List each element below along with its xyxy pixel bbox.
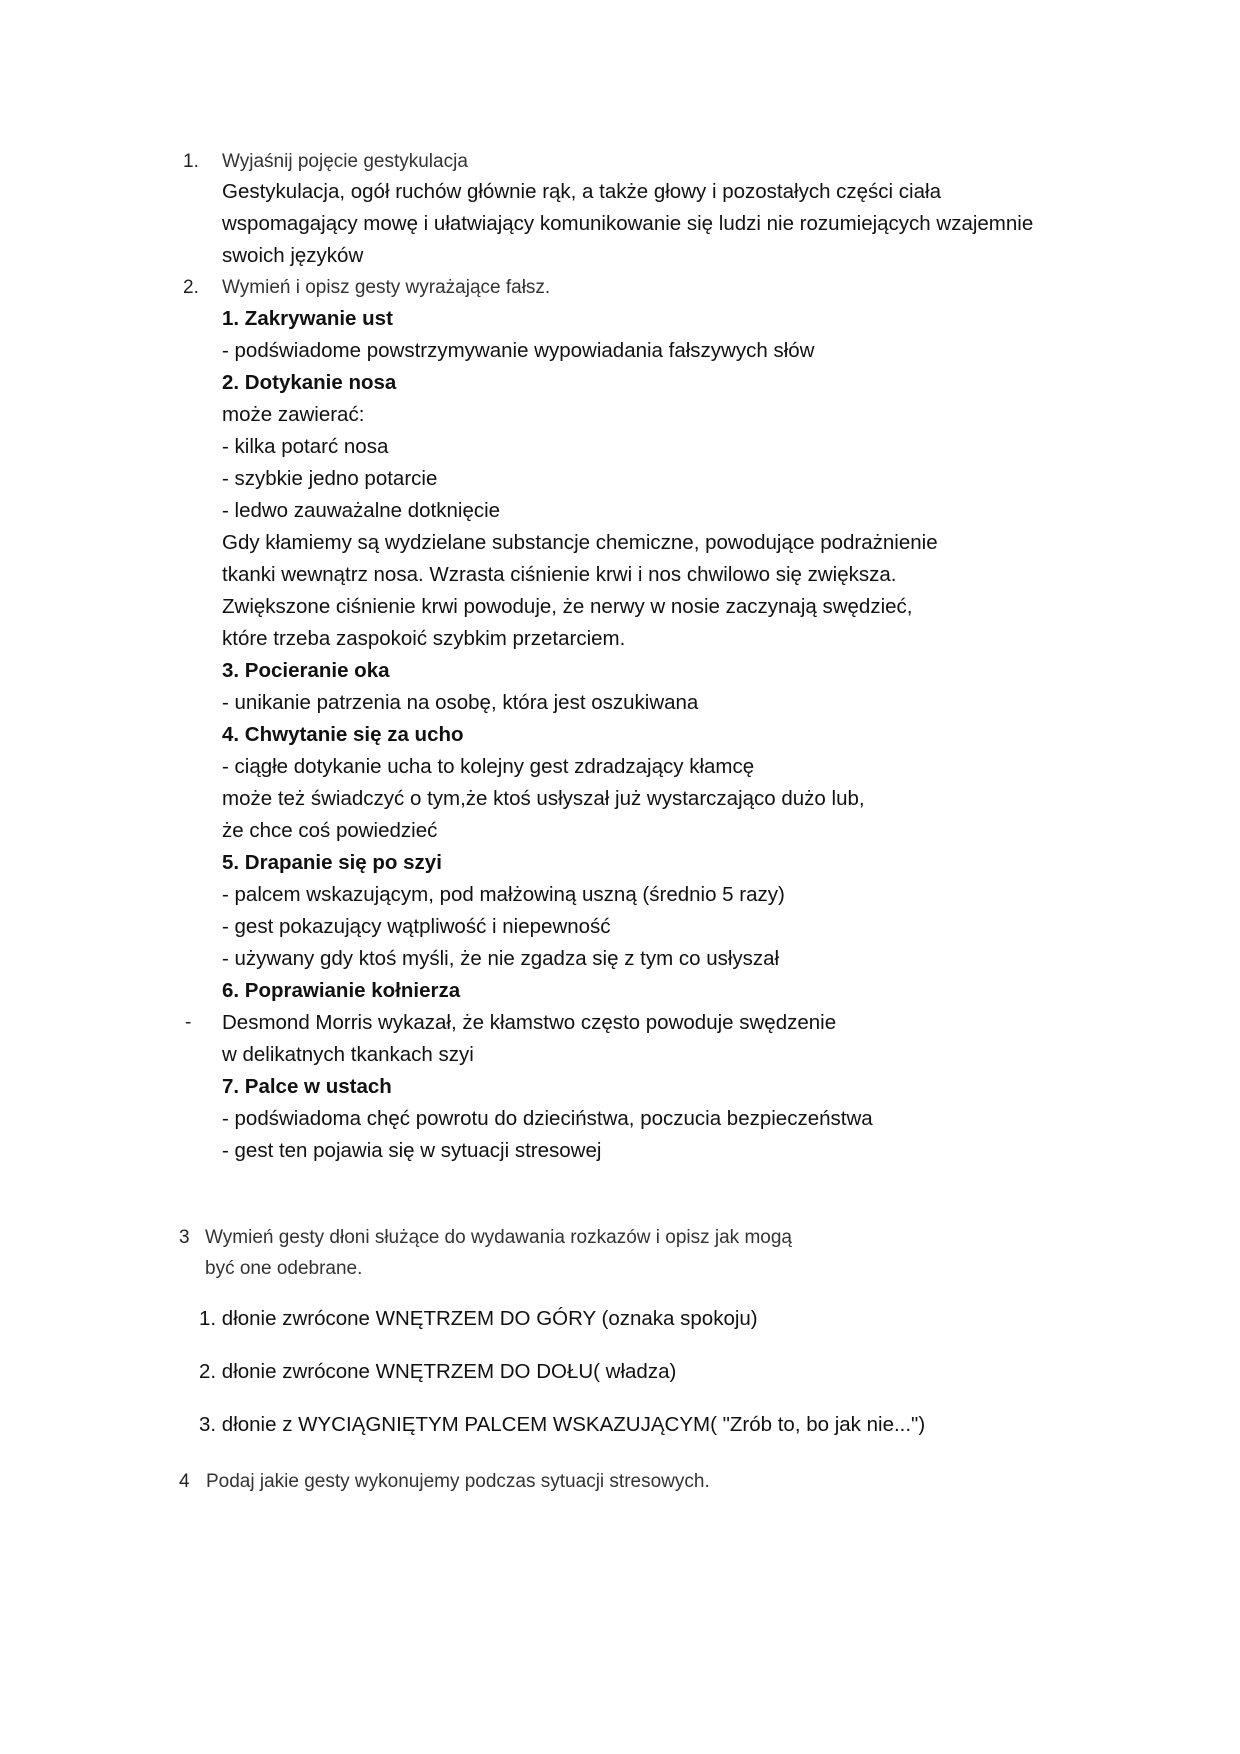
q2-number: 2. bbox=[183, 277, 199, 298]
gesture-description: - ledwo zauważalne dotknięcie bbox=[222, 499, 501, 522]
gesture-heading: 3. Pocieranie oka bbox=[222, 659, 390, 682]
q3-answer: 3. dłonie z WYCIĄGNIĘTYM PALCEM WSKAZUJĄCYM( "Zrób to, bo jak nie...") bbox=[199, 1413, 926, 1436]
gesture-description: może zawierać: bbox=[222, 403, 365, 426]
gesture-description: Gdy kłamiemy są wydzielane substancje chemiczne, powodujące podrażnienie bbox=[222, 531, 938, 554]
gesture-description: - unikanie patrzenia na osobę, która jest oszukiwana bbox=[222, 691, 699, 714]
gesture-description: Desmond Morris wykazał, że kłamstwo często powoduje swędzenie bbox=[222, 1011, 837, 1034]
q3-question: Wymień gesty dłoni służące do wydawania rozkazów i opisz jak mogą bbox=[205, 1227, 792, 1248]
gesture-heading: 1. Zakrywanie ust bbox=[222, 307, 393, 330]
gesture-heading: 2. Dotykanie nosa bbox=[222, 371, 397, 394]
gesture-description: że chce coś powiedzieć bbox=[222, 819, 438, 842]
q1-answer-line: Gestykulacja, ogół ruchów głównie rąk, a także głowy i pozostałych części ciała bbox=[222, 180, 941, 203]
gesture-description: może też świadczyć o tym,że ktoś usłyszał już wystarczająco dużo lub, bbox=[222, 787, 865, 810]
q3-question: być one odebrane. bbox=[205, 1258, 363, 1279]
gesture-description: które trzeba zaspokoić szybkim przetarciem. bbox=[222, 627, 626, 650]
gesture-description: - używany gdy ktoś myśli, że nie zgadza się z tym co usłyszał bbox=[222, 947, 780, 970]
gesture-description: - kilka potarć nosa bbox=[222, 435, 389, 458]
gesture-description: w delikatnych tkankach szyi bbox=[222, 1043, 474, 1066]
gesture-description: - gest pokazujący wątpliwość i niepewność bbox=[222, 915, 611, 938]
gesture-description: - podświadoma chęć powrotu do dzieciństwa, poczucia bezpieczeństwa bbox=[222, 1107, 873, 1130]
q3-answer: 1. dłonie zwrócone WNĘTRZEM DO GÓRY (oznaka spokoju) bbox=[199, 1307, 758, 1330]
gesture-description: Zwiększone ciśnienie krwi powoduje, że nerwy w nosie zaczynają swędzieć, bbox=[222, 595, 913, 618]
gesture-heading: 5. Drapanie się po szyi bbox=[222, 851, 442, 874]
gesture-heading: 7. Palce w ustach bbox=[222, 1075, 392, 1098]
gesture-heading: 6. Poprawianie kołnierza bbox=[222, 979, 461, 1002]
list-dash-marker: - bbox=[185, 1012, 192, 1033]
gesture-description: - podświadome powstrzymywanie wypowiadania fałszywych słów bbox=[222, 339, 815, 362]
q4-number: 4 bbox=[179, 1471, 190, 1492]
q2-question: Wymień i opisz gesty wyrażające fałsz. bbox=[222, 277, 551, 298]
gesture-description: tkanki wewnątrz nosa. Wzrasta ciśnienie krwi i nos chwilowo się zwiększa. bbox=[222, 563, 897, 586]
gesture-description: - palcem wskazującym, pod małżowiną uszną (średnio 5 razy) bbox=[222, 883, 785, 906]
q3-number: 3 bbox=[179, 1227, 190, 1248]
q1-question: Wyjaśnij pojęcie gestykulacja bbox=[222, 151, 468, 172]
q1-answer-line: swoich języków bbox=[222, 244, 364, 267]
gesture-heading: 4. Chwytanie się za ucho bbox=[222, 723, 464, 746]
q3-answer: 2. dłonie zwrócone WNĘTRZEM DO DOŁU( władza) bbox=[199, 1360, 677, 1383]
gesture-description: - gest ten pojawia się w sytuacji stresowej bbox=[222, 1139, 602, 1162]
q1-answer-line: wspomagający mowę i ułatwiający komunikowanie się ludzi nie rozumiejących wzajemnie bbox=[222, 212, 1034, 235]
gesture-description: - ciągłe dotykanie ucha to kolejny gest zdradzający kłamcę bbox=[222, 755, 755, 778]
q4-question: Podaj jakie gesty wykonujemy podczas sytuacji stresowych. bbox=[206, 1471, 710, 1492]
q1-number: 1. bbox=[183, 151, 199, 172]
gesture-description: - szybkie jedno potarcie bbox=[222, 467, 438, 490]
